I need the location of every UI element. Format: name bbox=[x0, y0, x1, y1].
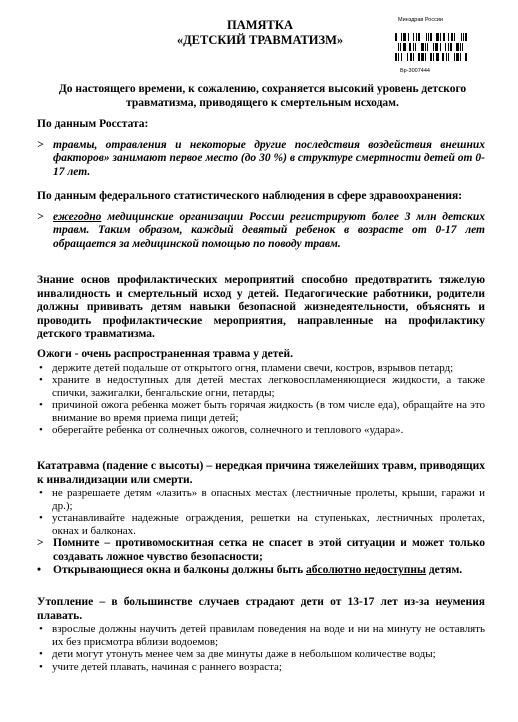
bullet-mark: • bbox=[39, 487, 43, 499]
list-item bbox=[37, 399, 485, 424]
falls-heading: Кататравма (падение с высоты) – нередкая причина тяжелейших травм, приводящих к инвалидизации или смерти. bbox=[37, 460, 485, 486]
memo-title-line2: «ДЕТСКИЙ ТРАВМАТИЗМ» bbox=[176, 33, 344, 47]
bullet-mark: • bbox=[39, 399, 43, 412]
arrow-mark: > bbox=[37, 138, 44, 151]
burns-list bbox=[37, 362, 485, 438]
federal-section bbox=[37, 190, 485, 251]
barcode-image bbox=[395, 33, 468, 61]
falls-closing-end: детям. bbox=[425, 564, 463, 577]
burns-section bbox=[37, 348, 485, 437]
list-item-text: взрослые должны научить детей правилам поведения на воде и ни на минуту не оставлять их без присмотра вблизи водоемов; bbox=[52, 623, 485, 648]
falls-closing-underlined: абсолютно недоступны bbox=[306, 564, 426, 577]
bullet-mark: • bbox=[39, 623, 43, 635]
list-item bbox=[37, 648, 485, 661]
federal-item-rest: медицинские организации России регистрируют более 3 млн детских травм. Таким образом, каждый девятый ребенок в возрасте от 0-17 лет обращается за медицинской помощью по поводу травм. bbox=[53, 210, 485, 250]
list-item bbox=[37, 487, 485, 512]
bullet-mark: • bbox=[39, 648, 43, 661]
bullet-mark: • bbox=[37, 564, 42, 577]
arrow-mark: > bbox=[37, 210, 44, 223]
bullet-mark: • bbox=[39, 374, 43, 387]
list-item-text: устанавливайте надежные ограждения, решетки на ступеньках, лестничных пролетах, окнах и балконах. bbox=[52, 512, 485, 537]
falls-closing-text bbox=[53, 564, 485, 578]
intro-paragraph: До настоящего времени, к сожалению, сохраняется высокий уровень детского травматизма, приводящего к смертельным исходам. bbox=[58, 83, 467, 109]
rosstat-heading: По данным Росстата: bbox=[37, 118, 149, 130]
list-item-text: оберегайте ребенка от солнечных ожогов, солнечного и теплового «удара». bbox=[52, 424, 404, 437]
knowledge-paragraph: Знание основ профилактических мероприятий способно предотвратить тяжелую инвалидность и смертельный исход у детей. Педагогические работники, родители должны прививать детям навыки безопасной жизнедеятельности, объяснять и проводить профилактические мероприятия, направленные на профилактику детского травматизма. bbox=[37, 274, 485, 340]
document-code: Вр-3007444 bbox=[400, 68, 430, 74]
list-item-text: храните в недоступных для детей местах легковоспламеняющиеся жидкости, а также спички, зажигалки, бенгальские огни, петарды; bbox=[52, 374, 485, 399]
falls-section bbox=[37, 460, 485, 578]
list-item bbox=[37, 512, 485, 537]
federal-item-text bbox=[53, 211, 485, 252]
list-item-text: учите детей плавать, начиная с раннего возраста; bbox=[52, 660, 282, 673]
falls-notice-text: Помните – противомоскитная сетка не спасет в этой ситуации и может только создавать ложное чувство безопасности; bbox=[53, 537, 485, 563]
burns-heading: Ожоги - очень распространенная травма у детей. bbox=[37, 348, 293, 360]
list-item bbox=[37, 362, 485, 375]
list-item bbox=[37, 623, 485, 648]
drowning-list bbox=[37, 623, 485, 673]
federal-item bbox=[37, 211, 485, 252]
rosstat-item bbox=[37, 139, 485, 180]
federal-heading: По данным федерального статистического наблюдения в сфере здравоохранения: bbox=[37, 190, 463, 202]
arrow-mark: > bbox=[37, 537, 44, 550]
bullet-mark: • bbox=[39, 512, 43, 525]
bullet-mark: • bbox=[39, 660, 43, 673]
falls-list bbox=[37, 487, 485, 537]
rosstat-section bbox=[37, 118, 485, 179]
ministry-label: Минздрав России bbox=[398, 17, 443, 23]
list-item-text: держите детей подальше от открытого огня, пламени свечи, костров, взрывов петард; bbox=[52, 361, 454, 374]
federal-item-underlined: ежегодно bbox=[53, 210, 102, 223]
bullet-mark: • bbox=[39, 424, 43, 437]
drowning-heading: Утопление – в большинстве случаев страдают дети от 13-17 лет из-за неумения плавать. bbox=[37, 596, 485, 622]
drowning-section bbox=[37, 596, 485, 673]
falls-notice bbox=[37, 537, 485, 564]
list-item bbox=[37, 424, 485, 437]
list-item-text: дети могут утонуть менее чем за две минуты даже в небольшом количестве воды; bbox=[52, 648, 436, 661]
list-item bbox=[37, 661, 485, 674]
rosstat-item-text: травмы, отравления и некоторые другие последствия воздействия внешних факторов» занимают первое место (до 30 %) в структуре смертности детей от 0-17 лет. bbox=[53, 138, 485, 178]
memo-title bbox=[150, 18, 370, 48]
bullet-mark: • bbox=[39, 361, 43, 374]
list-item-text: причиной ожога ребенка может быть горячая жидкость (в том числе еда), обращайте на это внимание во время приема пищи детей; bbox=[52, 399, 485, 424]
list-item bbox=[37, 374, 485, 399]
falls-closing-start: Открывающиеся окна и балконы должны быть bbox=[53, 564, 307, 577]
memo-title-line1: ПАМЯТКА bbox=[226, 18, 293, 32]
falls-closing bbox=[37, 564, 485, 578]
list-item-text: не разрешаете детям «лазить» в опасных местах (лестничные пролеты, крыши, гаражи и др.); bbox=[52, 487, 485, 512]
